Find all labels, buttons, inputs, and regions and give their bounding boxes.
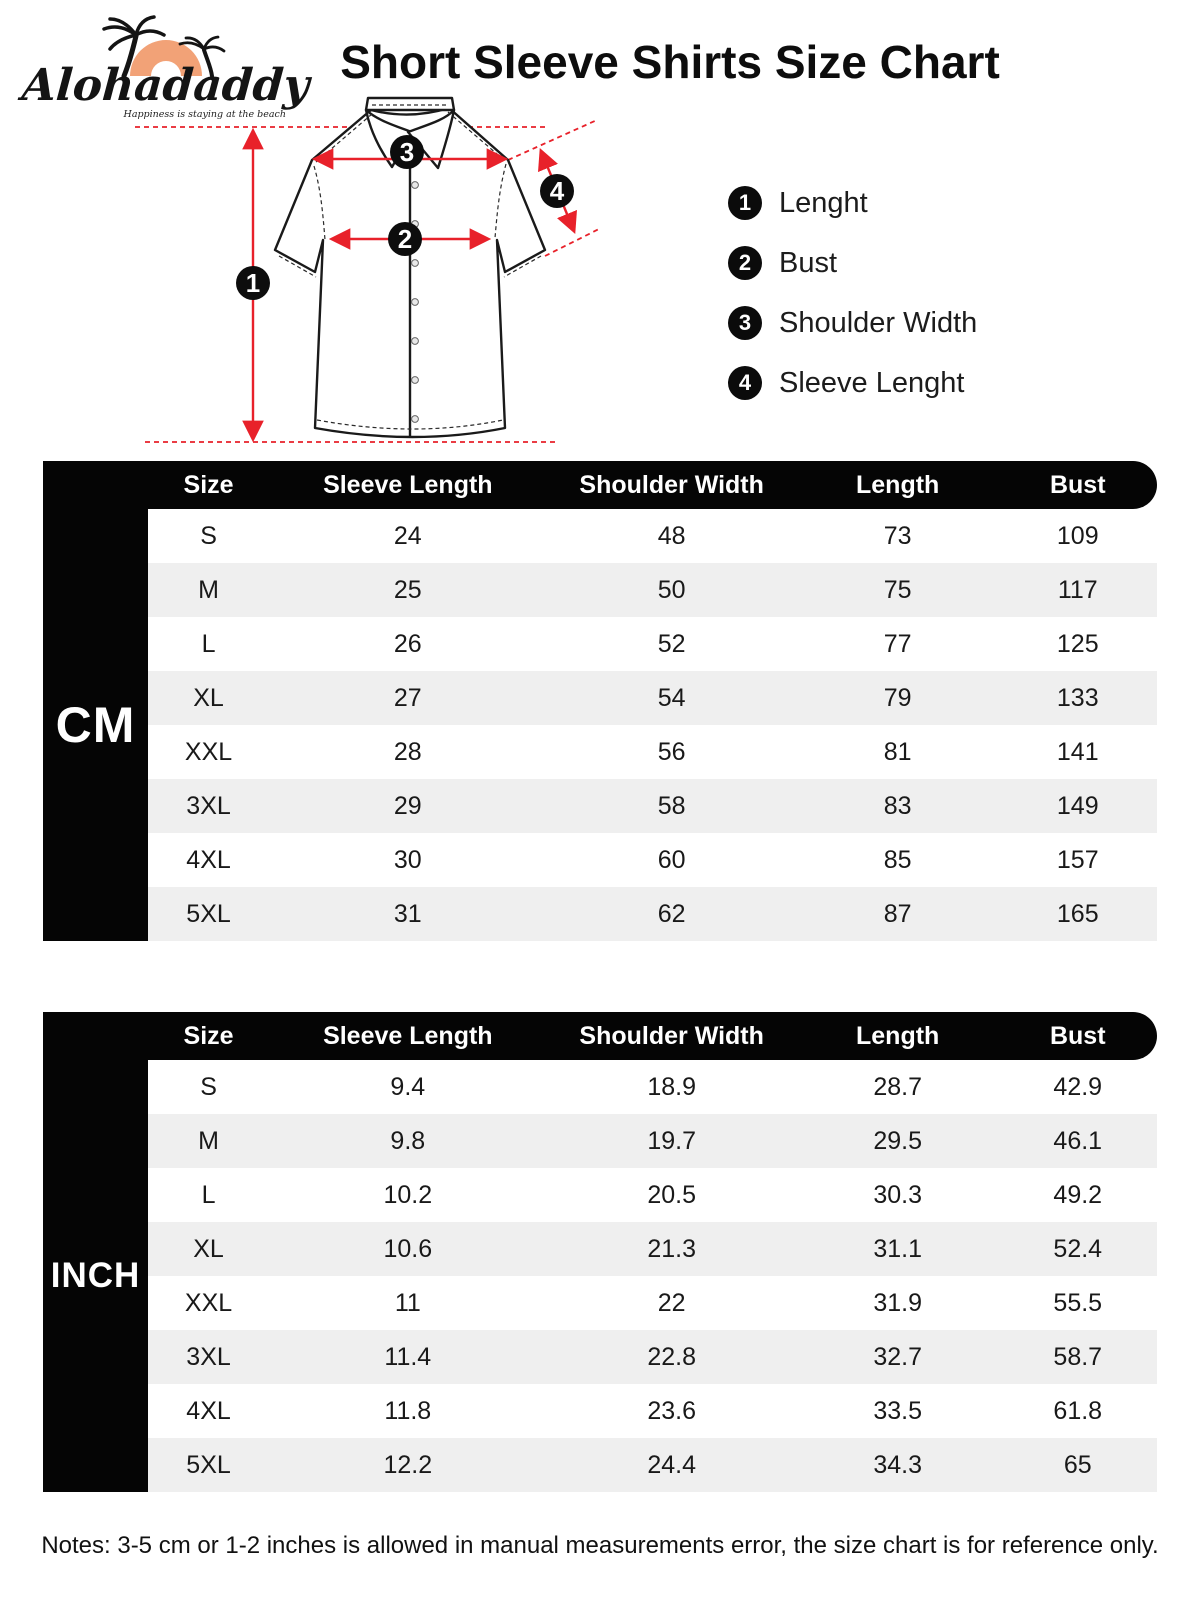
value-cell: 33.5 xyxy=(873,1396,922,1425)
svg-text:1: 1 xyxy=(245,268,261,298)
table-row xyxy=(148,1060,1157,1114)
value-cell: 79 xyxy=(883,683,912,712)
value-cell: 19.7 xyxy=(647,1126,696,1155)
table-row xyxy=(148,833,1157,887)
value-cell: 30.3 xyxy=(873,1180,922,1209)
value-cell: 24 xyxy=(393,521,422,550)
column-header: Sleeve Length xyxy=(323,470,493,499)
sleeve-guide-bottom xyxy=(545,228,601,256)
column-header: Bust xyxy=(1049,470,1106,499)
table-row xyxy=(148,671,1157,725)
value-cell: 58.7 xyxy=(1053,1342,1103,1371)
table-row xyxy=(148,1330,1157,1384)
column-header: Size xyxy=(183,1021,234,1050)
column-header: Shoulder Width xyxy=(579,470,764,499)
table-row xyxy=(148,1438,1157,1492)
collar-band xyxy=(366,98,454,110)
value-cell: 11 xyxy=(394,1288,421,1317)
diagram-marker-1 xyxy=(236,266,270,300)
value-cell: 149 xyxy=(1056,791,1099,820)
table-row xyxy=(148,1222,1157,1276)
legend-item-sleeve xyxy=(728,366,977,400)
size-cell: M xyxy=(198,1126,219,1155)
size-cell: XXL xyxy=(184,737,233,766)
size-cell: L xyxy=(201,1180,216,1209)
svg-text:3: 3 xyxy=(399,137,415,167)
value-cell: 83 xyxy=(883,791,912,820)
value-cell: 11.8 xyxy=(384,1396,432,1425)
table-body xyxy=(43,509,1157,941)
table-header-row xyxy=(43,461,1157,509)
value-cell: 50 xyxy=(657,575,686,604)
table-row xyxy=(148,1168,1157,1222)
column-header: Bust xyxy=(1049,1021,1106,1050)
size-cell: 3XL xyxy=(186,791,231,820)
value-cell: 31.1 xyxy=(873,1234,922,1263)
unit-label: CM xyxy=(43,509,148,941)
table-rows xyxy=(148,1060,1157,1492)
legend-label-length: Lenght xyxy=(779,186,868,219)
value-cell: 26 xyxy=(393,629,422,658)
value-cell: 9.8 xyxy=(390,1126,426,1155)
value-cell: 58 xyxy=(657,791,686,820)
legend-item-length xyxy=(728,186,977,220)
value-cell: 117 xyxy=(1057,575,1098,604)
value-cell: 9.4 xyxy=(390,1072,426,1101)
column-header: Sleeve Length xyxy=(323,1021,493,1050)
value-cell: 10.2 xyxy=(383,1180,433,1209)
table-row xyxy=(148,887,1157,941)
value-cell: 11.4 xyxy=(384,1342,432,1371)
diagram-marker-4 xyxy=(540,174,574,208)
size-cell: 5XL xyxy=(186,899,231,928)
size-cell: XXL xyxy=(184,1288,233,1317)
value-cell: 133 xyxy=(1056,683,1099,712)
table-body xyxy=(43,1060,1157,1492)
svg-text:4: 4 xyxy=(549,176,565,206)
legend-label-sleeve: Sleeve Lenght xyxy=(779,366,965,399)
value-cell: 48 xyxy=(657,521,686,550)
value-cell: 23.6 xyxy=(647,1396,696,1425)
value-cell: 29 xyxy=(393,791,422,820)
value-cell: 12.2 xyxy=(383,1450,433,1479)
svg-text:2: 2 xyxy=(397,224,413,254)
value-cell: 61.8 xyxy=(1053,1396,1103,1425)
column-header: Length xyxy=(856,1021,940,1050)
value-cell: 20.5 xyxy=(647,1180,696,1209)
value-cell: 32.7 xyxy=(873,1342,922,1371)
measurement-legend xyxy=(728,186,977,426)
value-cell: 29.5 xyxy=(873,1126,922,1155)
table-row xyxy=(148,1114,1157,1168)
table-row xyxy=(148,1384,1157,1438)
table-row xyxy=(148,617,1157,671)
value-cell: 165 xyxy=(1056,899,1099,928)
page-title: Short Sleeve Shirts Size Chart xyxy=(340,36,1000,88)
size-table-cm xyxy=(43,461,1157,941)
column-header: Length xyxy=(856,470,940,499)
value-cell: 55.5 xyxy=(1053,1288,1103,1317)
value-cell: 125 xyxy=(1056,629,1099,658)
value-cell: 141 xyxy=(1056,737,1099,766)
value-cell: 54 xyxy=(657,683,686,712)
size-cell: 5XL xyxy=(186,1450,231,1479)
table-row xyxy=(148,725,1157,779)
table-header-row xyxy=(43,1012,1157,1060)
diagram-marker-2 xyxy=(388,222,422,256)
legend-num-4: 4 xyxy=(728,366,762,400)
legend-label-shoulder: Shoulder Width xyxy=(779,306,978,339)
value-cell: 21.3 xyxy=(647,1234,696,1263)
size-cell: 4XL xyxy=(186,845,231,874)
size-cell: L xyxy=(201,629,216,658)
value-cell: 22 xyxy=(657,1288,686,1317)
value-cell: 27 xyxy=(393,683,422,712)
value-cell: 81 xyxy=(883,737,912,766)
value-cell: 46.1 xyxy=(1053,1126,1103,1155)
value-cell: 49.2 xyxy=(1053,1180,1103,1209)
legend-label-bust: Bust xyxy=(779,246,838,279)
brand-tagline: Happiness is staying at the beach xyxy=(123,109,286,120)
value-cell: 109 xyxy=(1056,521,1099,550)
value-cell: 30 xyxy=(393,845,422,874)
brand-name: Alohadaddy xyxy=(20,60,311,111)
value-cell: 52.4 xyxy=(1053,1234,1103,1263)
table-row xyxy=(148,1276,1157,1330)
column-header: Size xyxy=(183,470,234,499)
table-row xyxy=(148,509,1157,563)
diagram-marker-3 xyxy=(390,135,424,169)
unit-label: INCH xyxy=(43,1060,148,1492)
size-cell: 3XL xyxy=(186,1342,231,1371)
table-rows xyxy=(148,509,1157,941)
size-cell: S xyxy=(200,521,217,550)
legend-num-1: 1 xyxy=(728,186,762,220)
size-table-inch xyxy=(43,1012,1157,1492)
value-cell: 28.7 xyxy=(873,1072,922,1101)
value-cell: 77 xyxy=(883,629,912,658)
value-cell: 85 xyxy=(883,845,912,874)
size-cell: M xyxy=(198,575,219,604)
sleeve-guide-top xyxy=(508,120,597,160)
legend-num-2: 2 xyxy=(728,246,762,280)
value-cell: 65 xyxy=(1063,1450,1092,1479)
legend-item-shoulder xyxy=(728,306,977,340)
value-cell: 157 xyxy=(1056,845,1099,874)
value-cell: 34.3 xyxy=(873,1450,922,1479)
size-cell: XL xyxy=(193,683,224,712)
value-cell: 24.4 xyxy=(647,1450,696,1479)
value-cell: 75 xyxy=(883,575,912,604)
value-cell: 28 xyxy=(393,737,422,766)
value-cell: 60 xyxy=(657,845,686,874)
value-cell: 25 xyxy=(393,575,422,604)
value-cell: 52 xyxy=(657,629,686,658)
value-cell: 18.9 xyxy=(647,1072,696,1101)
value-cell: 31 xyxy=(393,899,422,928)
shirt-diagram xyxy=(85,90,615,460)
value-cell: 62 xyxy=(657,899,686,928)
size-cell: 4XL xyxy=(186,1396,231,1425)
legend-num-3: 3 xyxy=(728,306,762,340)
legend-item-bust xyxy=(728,246,977,280)
value-cell: 31.9 xyxy=(873,1288,922,1317)
table-row xyxy=(148,779,1157,833)
size-cell: S xyxy=(200,1072,217,1101)
value-cell: 56 xyxy=(657,737,686,766)
column-header: Shoulder Width xyxy=(579,1021,764,1050)
value-cell: 10.6 xyxy=(383,1234,433,1263)
size-cell: XL xyxy=(193,1234,224,1263)
notes-text: Notes: 3-5 cm or 1-2 inches is allowed in manual measurements error, the size chart is for reference only. xyxy=(41,1532,1159,1559)
value-cell: 22.8 xyxy=(647,1342,696,1371)
table-row xyxy=(148,563,1157,617)
value-cell: 87 xyxy=(883,899,912,928)
value-cell: 73 xyxy=(883,521,912,550)
value-cell: 42.9 xyxy=(1053,1072,1103,1101)
